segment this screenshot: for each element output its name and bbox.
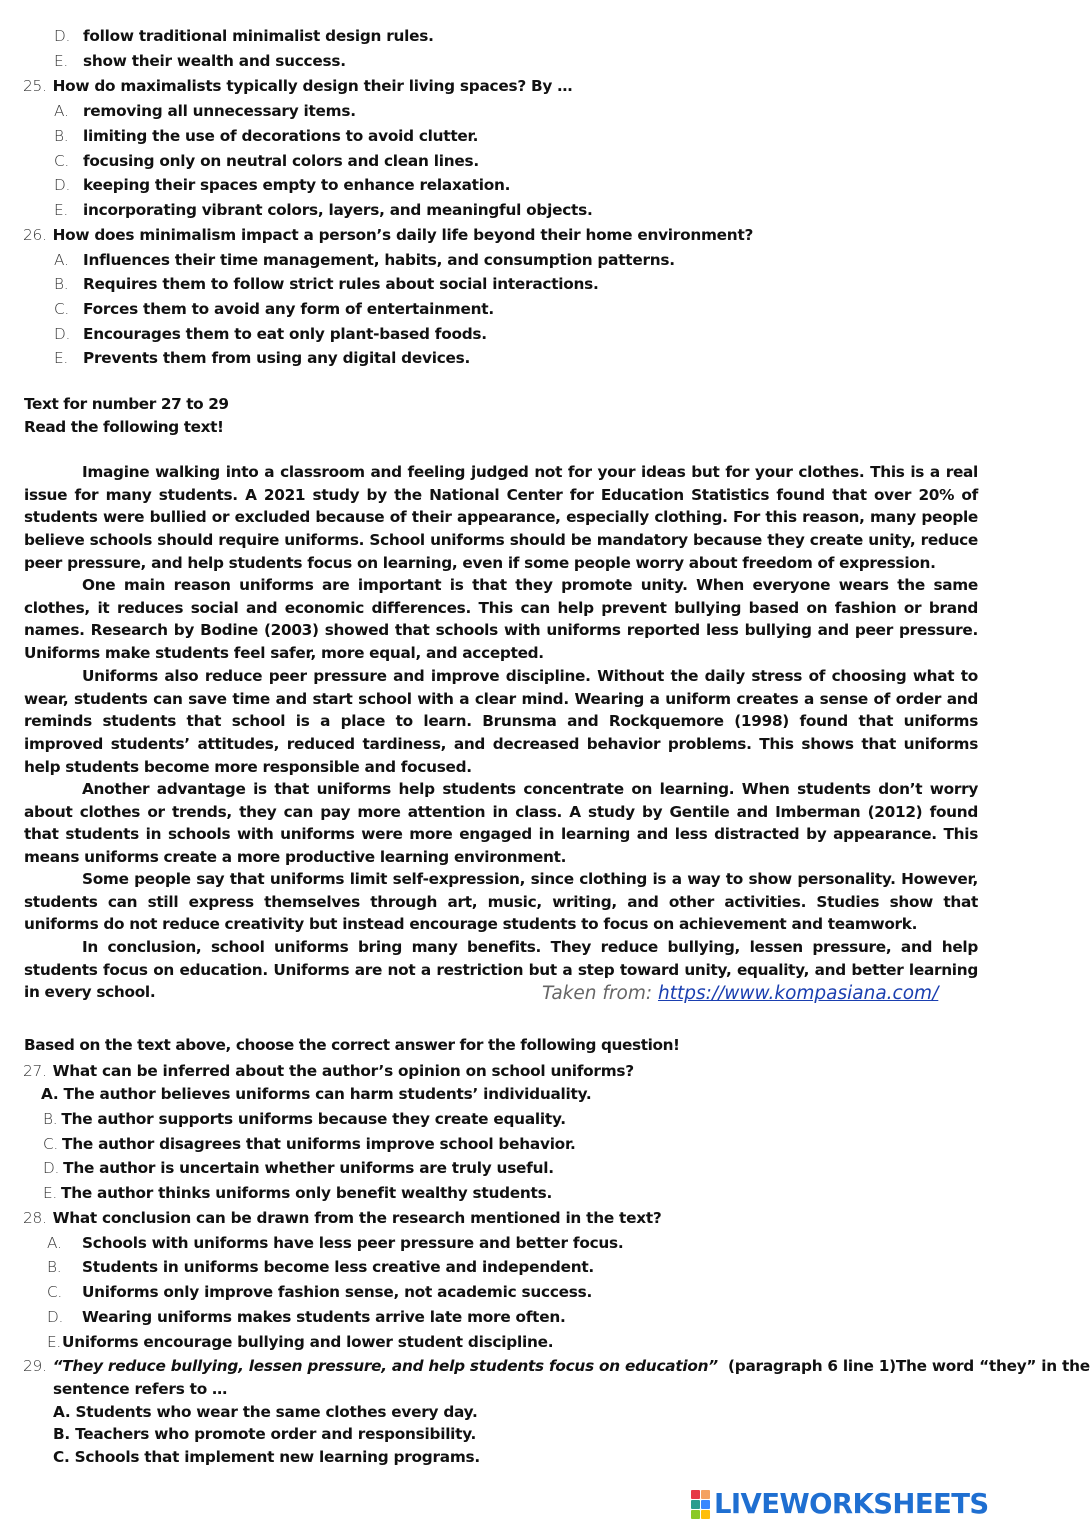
q28-option-c: C. Uniforms only improve fashion sense, not academic success. <box>47 1283 593 1301</box>
q27-option-a: A. The author believes uniforms can harm students’ individuality. <box>41 1085 592 1103</box>
q24-option-e: E. show their wealth and success. <box>54 52 346 70</box>
passage-paragraph-3: Uniforms also reduce peer pressure and improve discipline. Without the daily stress of choosing what to wear, students can save time and start school with a clear mind. Wearing a uniform creates a sense of order and reminds students that school is a place to learn. Brunsma and Rockquemore (1998) found that uniforms improved students’ attitudes, reduced tardiness, and decreased behavior problems. This shows that uniforms help students become more responsible and focused. <box>24 667 978 776</box>
q29-option-b: B. Teachers who promote order and responsibility. <box>53 1425 477 1443</box>
q27-option-d: D. The author is uncertain whether uniforms are truly useful. <box>43 1159 554 1177</box>
q28-question: 28. What conclusion can be drawn from the research mentioned in the text? <box>23 1209 662 1227</box>
q29-option-c: C. Schools that implement new learning programs. <box>53 1448 480 1466</box>
q26-option-d: D. Encourages them to eat only plant-based foods. <box>54 325 487 343</box>
q28-option-a: A. Schools with uniforms have less peer pressure and better focus. <box>47 1234 624 1252</box>
q29-question-line2: sentence refers to … <box>53 1380 228 1398</box>
q25-question: 25. How do maximalists typically design their living spaces? By … <box>23 77 573 95</box>
q24-option-d: D. follow traditional minimalist design rules. <box>54 27 434 45</box>
q26-option-e: E. Prevents them from using any digital devices. <box>54 349 471 367</box>
passage-paragraph-2: One main reason uniforms are important is that they promote unity. When everyone wears the same clothes, it reduces social and economic differences. This can help prevent bullying based on fashion or brand names. Research by Bodine (2003) showed that schools with uniforms reported less bullying and peer pressure. Uniforms make students feel safer, more equal, and accepted. <box>24 576 978 663</box>
q27-question: 27. What can be inferred about the author’s opinion on school uniforms? <box>23 1062 634 1080</box>
q27-option-b: B. The author supports uniforms because they create equality. <box>43 1110 566 1128</box>
questions-instruction: Based on the text above, choose the correct answer for the following question! <box>24 1036 680 1054</box>
passage-paragraph-6: In conclusion, school uniforms bring many benefits. They reduce bullying, lessen pressure, and help students focus on education. Uniforms are not a restriction but a step toward unity, equality, and better learning in every school. <box>24 938 978 1002</box>
passage-paragraph-5: Some people say that uniforms limit self-expression, since clothing is a way to show personality. However, students can still express themselves through art, music, writing, and other activities. Studies show that uniforms do not reduce creativity but instead encourage students to focus on achievement and teamwork. <box>24 870 978 934</box>
section-heading: Text for number 27 to 29 <box>24 395 229 413</box>
liveworksheets-mark-icon <box>691 1490 710 1519</box>
q29-question: 29. “They reduce bullying, lessen pressure, and help students focus on education” (paragraph 6 line 1)The word “they” in the <box>23 1357 1090 1375</box>
q25-option-c: C. focusing only on neutral colors and clean lines. <box>54 152 479 170</box>
q26-option-b: B. Requires them to follow strict rules about social interactions. <box>54 275 599 293</box>
q26-question: 26. How does minimalism impact a person’s daily life beyond their home environment? <box>23 226 754 244</box>
q25-option-b: B. limiting the use of decorations to avoid clutter. <box>54 127 479 145</box>
q28-option-e: E.Uniforms encourage bullying and lower student discipline. <box>47 1333 554 1351</box>
q28-option-b: B. Students in uniforms become less creative and independent. <box>47 1258 594 1276</box>
section-instruction: Read the following text! <box>24 418 224 436</box>
passage-paragraph-4: Another advantage is that uniforms help students concentrate on learning. When students don’t worry about clothes or trends, they can pay more attention in class. A study by Gentile and Imberman (2012) found that students in schools with uniforms were more engaged in learning and less distracted by appearance. This means uniforms create a more productive learning environment. <box>24 780 978 867</box>
q25-option-e: E. incorporating vibrant colors, layers, and meaningful objects. <box>54 201 593 219</box>
q25-option-d: D. keeping their spaces empty to enhance relaxation. <box>54 176 511 194</box>
passage-paragraph-1: Imagine walking into a classroom and feeling judged not for your ideas but for your clothes. This is a real issue for many students. A 2021 study by the National Center for Education Statistics found that over 20% of students were bullied or excluded because of their appearance, especially clothing. For this reason, many people believe schools should require uniforms. School uniforms should be mandatory because they create unity, reduce peer pressure, and help students focus on learning, even if some people worry about freedom of expression. <box>24 463 978 572</box>
q27-option-c: C. The author disagrees that uniforms improve school behavior. <box>43 1135 576 1153</box>
q26-option-a: A. Influences their time management, habits, and consumption patterns. <box>54 251 675 269</box>
liveworksheets-logo <box>691 1486 989 1522</box>
q25-option-a: A. removing all unnecessary items. <box>54 102 356 120</box>
liveworksheets-wordmark: LIVEWORKSHEETS <box>714 1488 989 1520</box>
q26-option-c: C. Forces them to avoid any form of entertainment. <box>54 300 494 318</box>
q29-option-a: A. Students who wear the same clothes every day. <box>53 1403 478 1421</box>
source-link[interactable]: https://www.kompasiana.com/ <box>657 983 939 1004</box>
q27-option-e: E. The author thinks uniforms only benefit wealthy students. <box>43 1184 553 1202</box>
source-citation: Taken from: https://www.kompasiana.com/ <box>542 983 939 1004</box>
q28-option-d: D. Wearing uniforms makes students arrive late more often. <box>47 1308 566 1326</box>
